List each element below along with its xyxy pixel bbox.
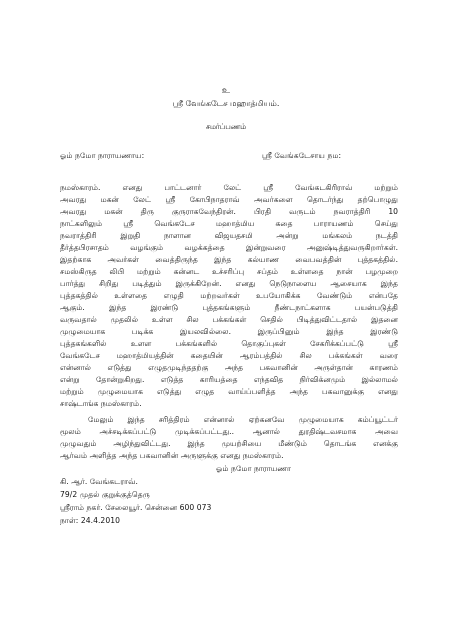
paragraph-line: மற்றும் முழுமையாக எடுத்து எழுத வாய்ப்பளித்த அந்த பகவானுக்கு எனது [60,387,398,396]
closing-invocation: ஓம் நமோ நாராயணா [216,464,292,473]
signature-address-line-1: 79/2 முதல் குறுக்குத்தெரு [60,490,150,499]
signature-name: கி. ஆர். வேங்கடராவ். [60,477,138,486]
paragraph-line: அவரது மகன் திரு குருராகவேந்திரன். பிரதி வருடம் நவராத்திரி 10 [60,207,398,216]
paragraph-line: முழுமையாக படிக்க இயலவில்லை. இருப்பினும் இந்த இரண்டு [60,327,398,336]
paragraph-line: இதற்காக அவர்கள் வைத்திருந்த இந்த கல்யாண வைபவத்தின் புத்தகத்தில். [60,255,398,264]
paragraph-line: மூலம் அச்சடிக்கப்பட்டு முடிக்கப்பட்டது.. ஆனால் துரதிஷ்டவசமாக அவை [60,427,398,436]
paragraph-line: ஆர்வம் அளித்த அந்த பகவானின் அருளுக்கு எனது நமஸ்காரம். [60,451,284,460]
paragraph-line: அவரது மகன் லேட் ஸ்ரீ கோபிநாதராவ் அவர்களை தொடர்ந்து தற்பொழுது [60,195,398,204]
paragraph-line: நவராத்திரி இறுதி நாளான விஜயதசமி அன்று மங்கலம் நடத்தி [60,231,398,240]
paragraph-line: என்று தோன்றுகிறது. எடுத்த காரியத்தை எந்தவித நிர்விக்னமும் இல்லாமல் [60,375,398,384]
paragraph-line: வருவதால் முதலில் உள்ள சில பக்கங்கள் செதில் பிடித்துவிட்டதால் இதனை [60,315,398,324]
paragraph-line: நாட்களிலும் ஸ்ரீ வெங்கடேச மஹாத்மிய கதை பாராயணம் செய்து [60,219,398,228]
paragraph-line: முழுவதும் அழிந்துவிட்டது. இந்த முயற்சியை மீண்டும் தொடங்க எனக்கு [60,439,398,448]
paragraph-line: மேலும் இந்த சரித்திரம் என்னால் ஏற்கனவே முழுமையாக கம்ப்யூட்டர் [88,415,398,424]
dedication-heading: சமர்ப்பணம் [205,122,247,131]
signature-date: நாள்: 24.4.2010 [60,516,120,525]
paragraph-line: ஆகும். இந்த இரண்டு புத்தகங்களும் நீண்டநாட்களாக பயன்படுத்தி [60,303,398,312]
paragraph-line: சமஸ்கிருத லிபி மற்றும் கன்னட உச்சரிப்பு சப்தம் உள்ளதை நான் பழமுறை [60,267,398,276]
paragraph-line: பார்த்து சிறிது படித்தும் இருக்கிறேன். எனது நெடுநாளைய ஆசையாக இந்த [60,279,398,288]
paragraph-line: என்னால் எடுத்து எழுதமுடிந்ததற்கு அந்த பகவானின் அருள்தான் காரணம் [60,363,398,372]
paragraph-line: புத்தகத்தில் உள்ளதை எழுதி மற்றவர்கள் உபயோகிக்க வேண்டும் என்பதே [60,291,398,300]
paragraph-line: வேங்கடேச மஹாத்மியத்தின் கதையின் ஆரம்பத்தில் சில பக்கங்கள் வரை [60,351,398,360]
invocation-symbol: உ [221,86,231,96]
signature-address-line-2: ஸ்ரீராம் நகர். சேலையூர். சென்னை 600 073 [60,503,212,512]
paragraph-line: தீர்த்தபிரசாதம் வழங்கும் வழக்கத்தை இன்றுவரை அனுஷ்டித்துவருகிறார்கள். [60,243,398,252]
salutation-right: ஸ்ரீ வேங்கடேசாய நம: [262,151,342,160]
paragraph-line: நமஸ்காரம். எனது பாட்டனார் லேட் ஸ்ரீ வேங்கடகிரிராவ் மற்றும் [60,183,398,192]
page-title: ஸ்ரீ வேங்கடேச மஹாத்மியம். [172,99,280,108]
paragraph-line: புத்தகங்களில் உளள பக்கங்களில் தொகுப்புகள் சேகரிக்கப்பட்டு ஸ்ரீ [60,339,398,348]
paragraph-line: சாஷ்டாங்க நமஸ்காரம். [60,399,142,408]
salutation-left: ஓம் நமோ நாராயணாய: [60,151,145,160]
